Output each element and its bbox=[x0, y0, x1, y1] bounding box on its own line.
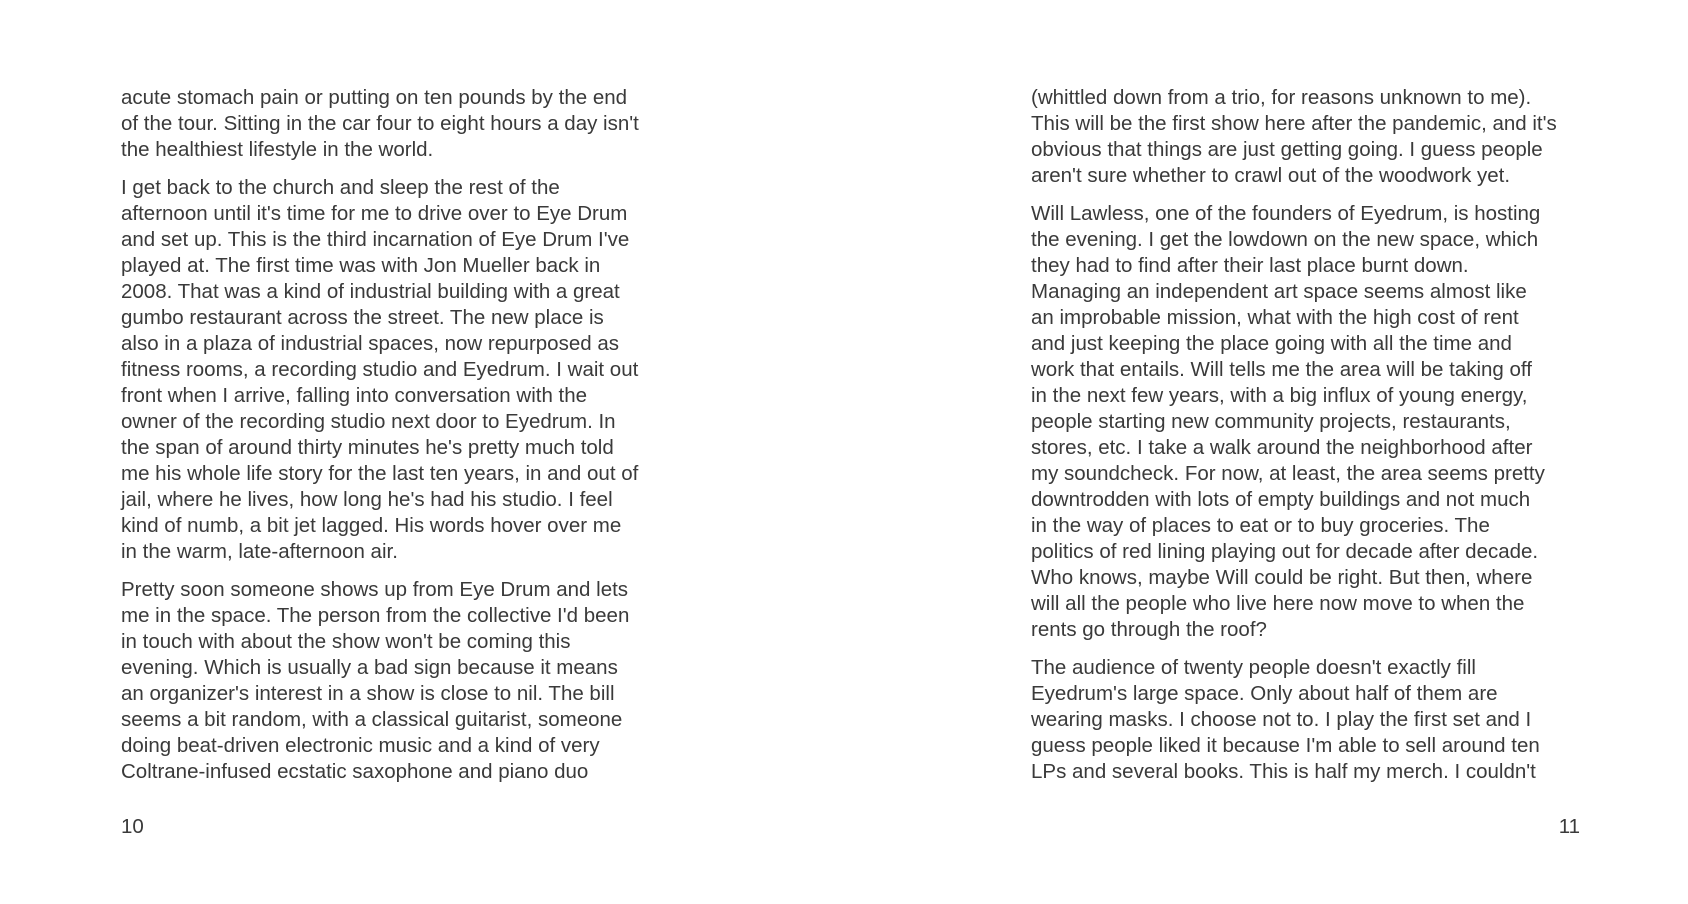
text-line: owner of the recording studio next door to Eyedrum. In bbox=[121, 410, 616, 433]
right-page-body bbox=[1031, 85, 1591, 797]
text-line: stores, etc. I take a walk around the neighborhood after bbox=[1031, 436, 1533, 459]
text-line: front when I arrive, falling into conversation with the bbox=[121, 384, 588, 407]
text-line: an improbable mission, what with the high cost of rent bbox=[1031, 306, 1519, 329]
text-line: in touch with about the show won't be coming this bbox=[121, 630, 571, 653]
text-line: seems a bit random, with a classical guitarist, someone bbox=[121, 708, 623, 731]
right-page-number: 11 bbox=[1558, 815, 1580, 838]
text-line: in the way of places to eat or to buy groceries. The bbox=[1031, 514, 1490, 537]
text-line: 2008. That was a kind of industrial building with a great bbox=[121, 280, 620, 303]
text-line: and just keeping the place going with all the time and bbox=[1031, 332, 1512, 355]
text-line: obvious that things are just getting going. I guess people bbox=[1031, 138, 1543, 161]
text-line: me in the space. The person from the collective I'd been bbox=[121, 604, 630, 627]
text-line: doing beat-driven electronic music and a kind of very bbox=[121, 734, 600, 757]
text-line: and set up. This is the third incarnation of Eye Drum I've bbox=[121, 228, 630, 251]
text-line: The audience of twenty people doesn't exactly fill bbox=[1031, 656, 1476, 679]
text-line: Coltrane-infused ecstatic saxophone and piano duo bbox=[121, 760, 589, 783]
text-line: Who knows, maybe Will could be right. But then, where bbox=[1031, 566, 1533, 589]
text-line: afternoon until it's time for me to drive over to Eye Drum bbox=[121, 202, 628, 225]
text-line: gumbo restaurant across the street. The new place is bbox=[121, 306, 604, 329]
text-line: jail, where he lives, how long he's had his studio. I feel bbox=[121, 488, 613, 511]
paragraph bbox=[121, 577, 681, 785]
text-line: Eyedrum's large space. Only about half of them are bbox=[1031, 682, 1498, 705]
text-line: fitness rooms, a recording studio and Eyedrum. I wait out bbox=[121, 358, 639, 381]
text-line: work that entails. Will tells me the area will be taking off bbox=[1031, 358, 1532, 381]
text-line: the evening. I get the lowdown on the new space, which bbox=[1031, 228, 1539, 251]
left-page-number: 10 bbox=[121, 815, 144, 838]
paragraph bbox=[1031, 201, 1591, 643]
text-line: Will Lawless, one of the founders of Eyedrum, is hosting bbox=[1031, 202, 1541, 225]
text-line: Managing an independent art space seems almost like bbox=[1031, 280, 1527, 303]
text-line: me his whole life story for the last ten years, in and out of bbox=[121, 462, 639, 485]
text-line: played at. The first time was with Jon Mueller back in bbox=[121, 254, 601, 277]
right-page bbox=[844, 0, 1688, 904]
paragraph bbox=[121, 175, 681, 565]
text-line: also in a plaza of industrial spaces, now repurposed as bbox=[121, 332, 619, 355]
text-line: LPs and several books. This is half my merch. I couldn't bbox=[1031, 760, 1536, 783]
text-line: in the warm, late-afternoon air. bbox=[121, 540, 398, 563]
text-line: in the next few years, with a big influx of young energy, bbox=[1031, 384, 1528, 407]
text-line: guess people liked it because I'm able to sell around ten bbox=[1031, 734, 1540, 757]
text-line: downtrodden with lots of empty buildings and not much bbox=[1031, 488, 1531, 511]
text-line: people starting new community projects, restaurants, bbox=[1031, 410, 1511, 433]
paragraph bbox=[121, 85, 681, 163]
text-line: they had to find after their last place burnt down. bbox=[1031, 254, 1469, 277]
text-line: the span of around thirty minutes he's pretty much told bbox=[121, 436, 614, 459]
text-line: kind of numb, a bit jet lagged. His words hover over me bbox=[121, 514, 622, 537]
left-page-body bbox=[121, 85, 681, 797]
paragraph bbox=[1031, 85, 1591, 189]
text-line: rents go through the roof? bbox=[1031, 618, 1267, 641]
text-line: my soundcheck. For now, at least, the area seems pretty bbox=[1031, 462, 1545, 485]
paragraph bbox=[1031, 655, 1591, 785]
text-line: acute stomach pain or putting on ten pounds by the end bbox=[121, 86, 628, 109]
text-line: (whittled down from a trio, for reasons unknown to me). bbox=[1031, 86, 1532, 109]
text-line: wearing masks. I choose not to. I play the first set and I bbox=[1031, 708, 1532, 731]
text-line: politics of red lining playing out for decade after decade. bbox=[1031, 540, 1539, 563]
text-line: will all the people who live here now move to when the bbox=[1031, 592, 1525, 615]
text-line: Pretty soon someone shows up from Eye Drum and lets bbox=[121, 578, 629, 601]
text-line: of the tour. Sitting in the car four to eight hours a day isn't bbox=[121, 112, 639, 135]
text-line: evening. Which is usually a bad sign because it means bbox=[121, 656, 618, 679]
text-line: the healthiest lifestyle in the world. bbox=[121, 138, 434, 161]
text-line: aren't sure whether to crawl out of the woodwork yet. bbox=[1031, 164, 1511, 187]
text-line: This will be the first show here after the pandemic, and it's bbox=[1031, 112, 1557, 135]
text-line: an organizer's interest in a show is close to nil. The bill bbox=[121, 682, 615, 705]
text-line: I get back to the church and sleep the rest of the bbox=[121, 176, 560, 199]
